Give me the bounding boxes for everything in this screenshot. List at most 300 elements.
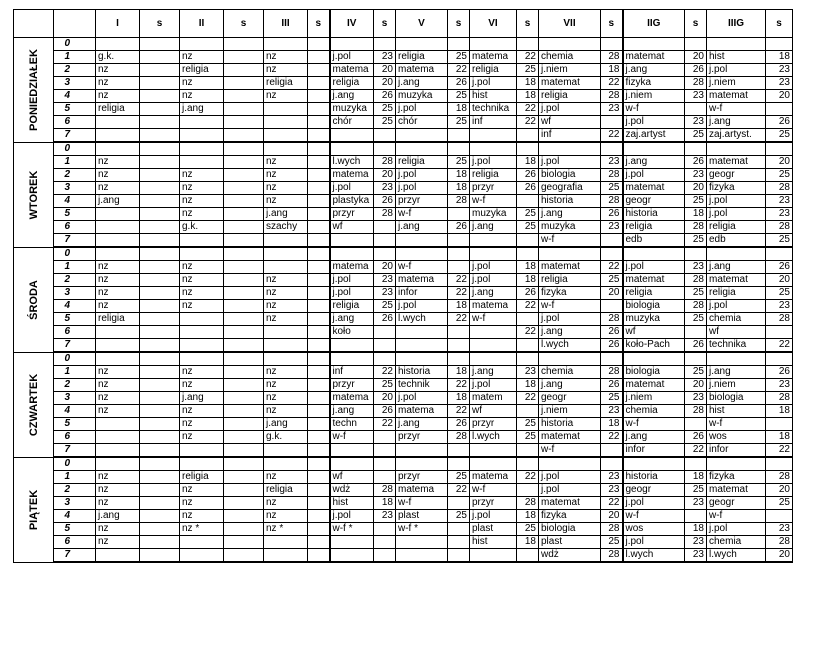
room-cell: 18 <box>517 90 539 103</box>
room-cell: 25 <box>374 103 396 116</box>
subject-cell <box>623 457 685 471</box>
subject-cell: muzyka <box>396 90 448 103</box>
room-cell: 20 <box>766 90 793 103</box>
room-cell <box>308 536 330 549</box>
subject-cell: j.ang <box>470 287 517 300</box>
subject-cell: j.ang <box>180 103 224 116</box>
room-cell: 23 <box>517 366 539 379</box>
subject-cell <box>330 536 374 549</box>
room-cell <box>374 523 396 536</box>
room-cell <box>140 366 180 379</box>
room-cell <box>601 116 623 129</box>
subject-cell: j.pol <box>470 510 517 523</box>
subject-cell: j.pol <box>396 169 448 182</box>
room-cell <box>308 234 330 248</box>
subject-cell: hist <box>330 497 374 510</box>
column-header: s <box>308 10 330 38</box>
room-cell <box>224 247 264 261</box>
subject-cell: nz <box>96 261 140 274</box>
subject-cell: religia <box>96 103 140 116</box>
room-cell <box>140 247 180 261</box>
room-cell <box>308 405 330 418</box>
table-row <box>14 339 793 353</box>
subject-cell: plast <box>470 523 517 536</box>
subject-cell: infor <box>623 444 685 458</box>
subject-cell: przyr <box>470 497 517 510</box>
subject-cell: j.pol <box>396 300 448 313</box>
day-label <box>14 142 54 247</box>
room-cell: 28 <box>685 221 707 234</box>
subject-cell <box>707 38 766 51</box>
subject-cell: nz <box>96 156 140 169</box>
table-row <box>14 392 793 405</box>
room-cell <box>374 431 396 444</box>
day-name: PIĄTEK <box>27 489 40 530</box>
room-cell: 18 <box>448 182 470 195</box>
subject-cell: matema <box>396 405 448 418</box>
room-cell <box>685 418 707 431</box>
room-cell <box>517 339 539 353</box>
room-cell <box>140 234 180 248</box>
room-cell <box>374 549 396 563</box>
room-cell <box>601 142 623 156</box>
subject-cell <box>396 352 448 366</box>
room-cell <box>308 38 330 51</box>
room-cell: 23 <box>766 77 793 90</box>
subject-cell: religia <box>96 313 140 326</box>
subject-cell <box>539 457 601 471</box>
room-cell <box>448 208 470 221</box>
subject-cell <box>470 129 517 143</box>
column-header <box>54 10 96 38</box>
subject-cell: nz <box>96 392 140 405</box>
room-cell <box>374 142 396 156</box>
subject-cell: j.pol <box>707 300 766 313</box>
subject-cell: wf <box>330 221 374 234</box>
table-row <box>14 405 793 418</box>
subject-cell: j.ang <box>470 366 517 379</box>
subject-cell <box>539 38 601 51</box>
subject-cell: nz <box>264 300 308 313</box>
room-cell <box>224 418 264 431</box>
subject-cell: nz <box>96 64 140 77</box>
room-cell: 25 <box>685 484 707 497</box>
subject-cell: religia <box>396 51 448 64</box>
room-cell: 18 <box>374 497 396 510</box>
room-cell: 22 <box>448 274 470 287</box>
room-cell: 28 <box>448 431 470 444</box>
room-cell: 22 <box>448 313 470 326</box>
room-cell <box>224 497 264 510</box>
room-cell: 25 <box>601 182 623 195</box>
room-cell: 20 <box>374 64 396 77</box>
subject-cell: j.niem <box>623 90 685 103</box>
subject-cell: w-f <box>707 103 766 116</box>
room-cell: 20 <box>685 51 707 64</box>
subject-cell: przyr <box>330 379 374 392</box>
room-cell <box>140 549 180 563</box>
lesson-number: 3 <box>54 77 96 90</box>
room-cell <box>448 142 470 156</box>
room-cell <box>308 366 330 379</box>
subject-cell: matemat <box>707 274 766 287</box>
room-cell: 18 <box>448 300 470 313</box>
subject-cell <box>396 457 448 471</box>
subject-cell: j.pol <box>330 510 374 523</box>
room-cell: 22 <box>448 287 470 300</box>
room-cell <box>140 392 180 405</box>
table-row <box>14 536 793 549</box>
room-cell <box>766 457 793 471</box>
table-row <box>14 287 793 300</box>
lesson-number: 6 <box>54 431 96 444</box>
room-cell <box>374 352 396 366</box>
subject-cell: w-f <box>707 418 766 431</box>
room-cell <box>374 326 396 339</box>
room-cell: 28 <box>601 90 623 103</box>
room-cell: 18 <box>517 510 539 523</box>
day-label <box>14 457 54 562</box>
subject-cell: w-f <box>470 195 517 208</box>
room-cell: 26 <box>448 77 470 90</box>
room-cell: 22 <box>766 444 793 458</box>
subject-cell: infor <box>396 287 448 300</box>
subject-cell: religia <box>707 221 766 234</box>
room-cell <box>140 379 180 392</box>
room-cell <box>140 51 180 64</box>
room-cell <box>685 326 707 339</box>
subject-cell: j.ang <box>623 64 685 77</box>
subject-cell: j.niem <box>539 64 601 77</box>
subject-cell <box>470 444 517 458</box>
subject-cell <box>264 457 308 471</box>
table-row <box>14 313 793 326</box>
subject-cell <box>180 549 224 563</box>
subject-cell: matema <box>396 64 448 77</box>
subject-cell: w-f <box>396 261 448 274</box>
room-cell <box>308 116 330 129</box>
subject-cell: j.pol <box>623 169 685 182</box>
room-cell <box>224 352 264 366</box>
room-cell: 18 <box>517 536 539 549</box>
table-row <box>14 471 793 484</box>
room-cell <box>308 64 330 77</box>
subject-cell: muzyka <box>470 208 517 221</box>
room-cell: 28 <box>685 77 707 90</box>
subject-cell: religia <box>180 64 224 77</box>
subject-cell <box>330 142 374 156</box>
room-cell <box>140 313 180 326</box>
subject-cell: nz <box>96 405 140 418</box>
subject-cell <box>96 339 140 353</box>
room-cell <box>448 352 470 366</box>
subject-cell: j.ang <box>96 510 140 523</box>
subject-cell: nz <box>264 51 308 64</box>
room-cell <box>140 142 180 156</box>
room-cell <box>308 457 330 471</box>
room-cell <box>224 536 264 549</box>
subject-cell <box>330 129 374 143</box>
subject-cell <box>707 352 766 366</box>
room-cell <box>766 352 793 366</box>
subject-cell: geogr <box>707 169 766 182</box>
subject-cell: nz <box>180 182 224 195</box>
subject-cell: w-f <box>539 300 601 313</box>
room-cell: 25 <box>685 129 707 143</box>
room-cell <box>685 510 707 523</box>
room-cell: 25 <box>517 418 539 431</box>
subject-cell: nz <box>264 313 308 326</box>
lesson-number: 0 <box>54 457 96 471</box>
subject-cell: nz <box>264 471 308 484</box>
subject-cell: j.pol <box>396 182 448 195</box>
room-cell: 28 <box>601 523 623 536</box>
room-cell <box>517 38 539 51</box>
room-cell <box>140 326 180 339</box>
room-cell <box>601 352 623 366</box>
room-cell <box>308 221 330 234</box>
subject-cell <box>180 352 224 366</box>
room-cell <box>517 405 539 418</box>
day-name: CZWARTEK <box>27 373 40 436</box>
room-cell: 23 <box>766 208 793 221</box>
room-cell: 20 <box>601 510 623 523</box>
room-cell <box>140 169 180 182</box>
room-cell <box>224 392 264 405</box>
room-cell: 25 <box>374 116 396 129</box>
subject-cell <box>180 247 224 261</box>
subject-cell <box>539 247 601 261</box>
room-cell <box>140 497 180 510</box>
subject-cell <box>623 38 685 51</box>
room-cell: 26 <box>766 366 793 379</box>
room-cell: 28 <box>766 471 793 484</box>
subject-cell: nz <box>180 90 224 103</box>
room-cell: 28 <box>685 405 707 418</box>
room-cell <box>140 77 180 90</box>
room-cell: 26 <box>374 313 396 326</box>
subject-cell: nz <box>180 418 224 431</box>
room-cell <box>374 38 396 51</box>
room-cell: 18 <box>517 379 539 392</box>
subject-cell: nz <box>180 195 224 208</box>
subject-cell <box>264 339 308 353</box>
subject-cell: nz <box>96 379 140 392</box>
subject-cell <box>180 326 224 339</box>
subject-cell <box>470 38 517 51</box>
subject-cell: nz <box>96 274 140 287</box>
room-cell: 28 <box>517 497 539 510</box>
subject-cell <box>539 142 601 156</box>
room-cell <box>224 471 264 484</box>
room-cell: 20 <box>374 392 396 405</box>
subject-cell: edb <box>623 234 685 248</box>
room-cell <box>685 103 707 116</box>
room-cell: 25 <box>517 221 539 234</box>
room-cell <box>140 418 180 431</box>
room-cell <box>224 38 264 51</box>
subject-cell: j.pol <box>470 261 517 274</box>
day-label <box>14 352 54 457</box>
room-cell <box>448 326 470 339</box>
room-cell: 26 <box>685 156 707 169</box>
subject-cell: biologia <box>707 392 766 405</box>
subject-cell: nz <box>180 431 224 444</box>
room-cell <box>448 261 470 274</box>
room-cell: 23 <box>685 169 707 182</box>
room-cell <box>308 90 330 103</box>
subject-cell: muzyka <box>623 313 685 326</box>
table-row <box>14 142 793 156</box>
subject-cell: nz <box>264 195 308 208</box>
subject-cell: hist <box>470 90 517 103</box>
room-cell: 26 <box>601 208 623 221</box>
subject-cell: j.ang <box>539 326 601 339</box>
room-cell <box>224 195 264 208</box>
room-cell: 23 <box>374 182 396 195</box>
lesson-number: 6 <box>54 536 96 549</box>
subject-cell: nz <box>96 287 140 300</box>
room-cell <box>448 38 470 51</box>
room-cell <box>308 444 330 458</box>
lesson-number: 7 <box>54 234 96 248</box>
lesson-number: 4 <box>54 300 96 313</box>
subject-cell <box>96 116 140 129</box>
room-cell: 22 <box>517 392 539 405</box>
table-row <box>14 103 793 116</box>
subject-cell: chemia <box>707 536 766 549</box>
lesson-number: 7 <box>54 549 96 563</box>
lesson-number: 1 <box>54 261 96 274</box>
subject-cell: w-f <box>623 418 685 431</box>
room-cell <box>685 142 707 156</box>
room-cell <box>140 221 180 234</box>
room-cell <box>308 182 330 195</box>
room-cell: 22 <box>374 418 396 431</box>
room-cell <box>140 523 180 536</box>
subject-cell <box>264 326 308 339</box>
column-header: VII <box>539 10 601 38</box>
table-row <box>14 195 793 208</box>
room-cell <box>308 549 330 563</box>
room-cell: 23 <box>766 300 793 313</box>
room-cell <box>140 405 180 418</box>
table-row <box>14 549 793 563</box>
subject-cell: plastyka <box>330 195 374 208</box>
subject-cell: j.ang <box>623 156 685 169</box>
subject-cell: j.pol <box>330 51 374 64</box>
subject-cell: wdż <box>330 484 374 497</box>
lesson-number: 0 <box>54 247 96 261</box>
room-cell <box>140 64 180 77</box>
subject-cell: l.wych <box>539 339 601 353</box>
room-cell <box>517 129 539 143</box>
subject-cell <box>264 247 308 261</box>
subject-cell <box>96 247 140 261</box>
room-cell: 28 <box>685 300 707 313</box>
table-row <box>14 326 793 339</box>
room-cell: 20 <box>685 182 707 195</box>
subject-cell: nz <box>264 274 308 287</box>
subject-cell <box>96 38 140 51</box>
room-cell <box>685 38 707 51</box>
room-cell <box>308 471 330 484</box>
room-cell <box>308 352 330 366</box>
day-name: WTOREK <box>27 170 40 219</box>
subject-cell <box>180 457 224 471</box>
room-cell <box>601 300 623 313</box>
subject-cell: matemat <box>539 77 601 90</box>
subject-cell: wf <box>707 326 766 339</box>
table-row <box>14 90 793 103</box>
subject-cell: w-f <box>707 510 766 523</box>
subject-cell: nz <box>96 77 140 90</box>
room-cell: 22 <box>448 64 470 77</box>
room-cell: 25 <box>517 523 539 536</box>
room-cell <box>140 103 180 116</box>
room-cell <box>308 392 330 405</box>
subject-cell: matemat <box>623 51 685 64</box>
lesson-number: 1 <box>54 51 96 64</box>
subject-cell <box>707 457 766 471</box>
room-cell: 28 <box>766 392 793 405</box>
room-cell: 20 <box>685 379 707 392</box>
room-cell <box>140 510 180 523</box>
room-cell <box>140 90 180 103</box>
room-cell <box>224 379 264 392</box>
table-row <box>14 247 793 261</box>
room-cell <box>224 234 264 248</box>
room-cell: 22 <box>517 326 539 339</box>
subject-cell <box>264 234 308 248</box>
subject-cell: przyr <box>470 418 517 431</box>
subject-cell: religia <box>264 484 308 497</box>
subject-cell: nz <box>96 536 140 549</box>
room-cell: 25 <box>766 129 793 143</box>
subject-cell: muzyka <box>330 103 374 116</box>
subject-cell: matema <box>470 300 517 313</box>
subject-cell: nz <box>264 169 308 182</box>
room-cell: 28 <box>766 536 793 549</box>
subject-cell: j.pol <box>470 156 517 169</box>
lesson-number: 2 <box>54 274 96 287</box>
subject-cell: matema <box>330 392 374 405</box>
table-row <box>14 274 793 287</box>
subject-cell: nz <box>180 405 224 418</box>
room-cell <box>140 274 180 287</box>
room-cell: 25 <box>601 274 623 287</box>
subject-cell: geogr <box>623 484 685 497</box>
room-cell <box>448 457 470 471</box>
room-cell <box>140 287 180 300</box>
room-cell <box>308 300 330 313</box>
subject-cell: w-f * <box>396 523 448 536</box>
room-cell <box>601 444 623 458</box>
table-row <box>14 38 793 51</box>
subject-cell: j.pol <box>470 274 517 287</box>
subject-cell <box>396 234 448 248</box>
room-cell: 23 <box>601 221 623 234</box>
room-cell <box>308 497 330 510</box>
room-cell: 25 <box>448 116 470 129</box>
subject-cell <box>396 444 448 458</box>
room-cell <box>140 156 180 169</box>
subject-cell: wos <box>623 523 685 536</box>
lesson-number: 4 <box>54 510 96 523</box>
lesson-number: 6 <box>54 221 96 234</box>
room-cell <box>308 77 330 90</box>
subject-cell: j.ang <box>264 418 308 431</box>
